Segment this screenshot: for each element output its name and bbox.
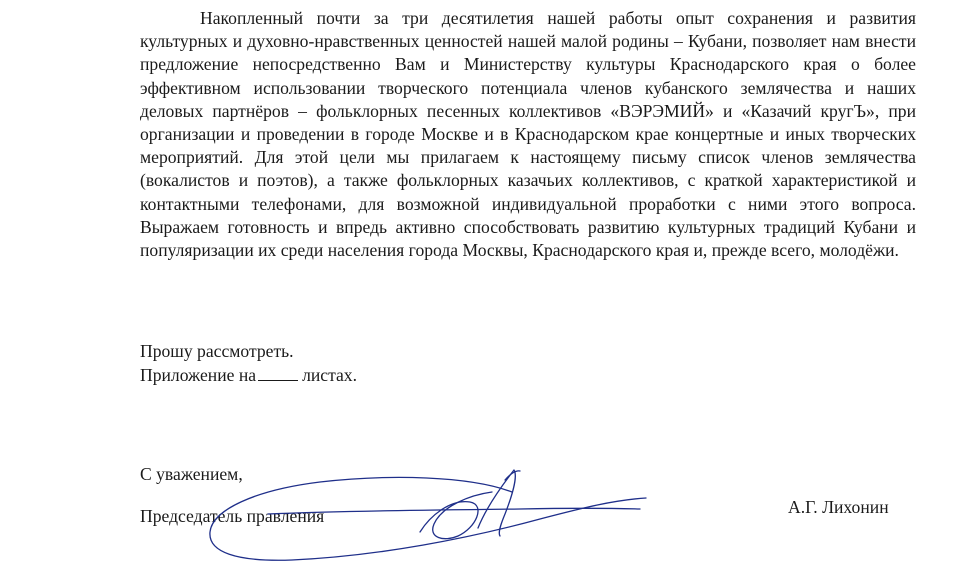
signer-name: А.Г. Лихонин (788, 497, 889, 517)
attachment-prefix: Приложение на (140, 365, 257, 385)
letter-body-paragraph: Накопленный почти за три десятилетия нашей работы опыт сохранения и развития культурных и духовно-нравственных ценностей нашей малой родины – Кубани, позволяет нам внести предложение непосредственно Вам и Министерству культуры Краснодарского края о более эффективном использовании творческого потенциала членов кубанского землячества и наших деловых партнёров – фольклорных песенных коллективов «ВЭРЭМИЙ» и «Казачий кругЪ», при организации и проведении в городе Москве и в Краснодарском крае концертные и иных творческих мероприятий. Для этой цели мы прилагаем к настоящему письму список членов землячества (вокалистов и поэтов), а также фольклорных казачьих коллективов, с краткой характеристикой и контактными телефонами, для возможной индивидуальной проработки с ними этого вопроса. Выражаем готовность и впредь активно способствовать развитию культурных традиций Кубани и популяризации их среди населения города Москвы, Краснодарского края и, прежде всего, молодёжи. (140, 8, 916, 261)
signature-central-loop (420, 492, 492, 539)
signature-upward-stroke (478, 470, 515, 536)
attachment-line (140, 364, 357, 387)
signer-position: Председатель правления (140, 506, 325, 526)
attachment-page-count-blank (258, 366, 298, 381)
regards-line: С уважением, (140, 464, 243, 484)
signature-top-hook (505, 471, 520, 480)
request-line: Прошу рассмотреть. (140, 341, 294, 361)
attachment-suffix: листах. (302, 365, 357, 385)
